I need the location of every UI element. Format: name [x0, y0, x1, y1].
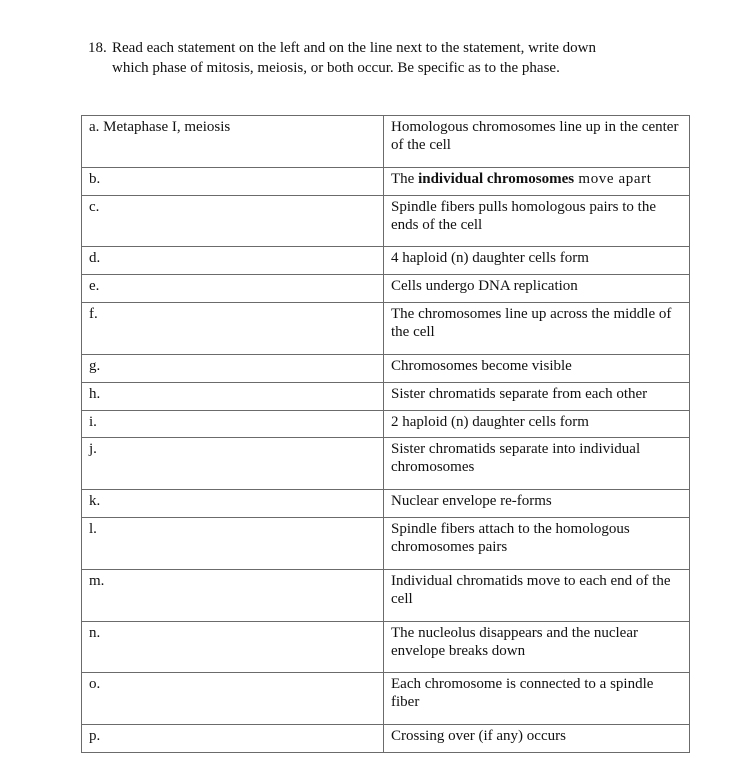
answer-cell-e[interactable] — [82, 275, 384, 303]
table-row — [82, 518, 690, 570]
answer-cell-j[interactable] — [82, 438, 384, 490]
table-row — [82, 247, 690, 275]
statement-text: Each chromosome is connected to a spindle fiber — [391, 676, 654, 711]
statement-cell — [384, 116, 690, 168]
answer-label: h. — [89, 385, 101, 402]
answer-cell-a[interactable] — [82, 116, 384, 168]
statement-text-pre: The — [391, 170, 419, 187]
statement-text: Homologous chromosomes line up in the center of the cell — [391, 119, 679, 153]
table-row — [82, 569, 690, 621]
statement-text: Chromosomes become visible — [391, 357, 572, 374]
answer-cell-l[interactable] — [82, 518, 384, 570]
statement-text: Cells undergo DNA replication — [391, 278, 578, 295]
statement-text: 4 haploid (n) daughter cells form — [391, 250, 589, 267]
statement-text: Spindle fibers attach to the homologous chromosomes pairs — [391, 521, 630, 556]
answer-label: b. — [89, 170, 101, 187]
table-row — [82, 167, 690, 195]
question-line-2: which phase of mitosis, meiosis, or both occur. Be specific as to the phase. — [112, 60, 560, 76]
statement-text: Sister chromatids separate from each other — [391, 385, 648, 402]
question-number: 18. — [88, 40, 107, 56]
statement-cell — [384, 725, 690, 753]
table-row — [82, 354, 690, 382]
statement-text-post: move apart — [574, 170, 652, 187]
table-row — [82, 438, 690, 490]
statement-cell — [384, 303, 690, 355]
table-row — [82, 195, 690, 247]
answer-cell-p[interactable] — [82, 725, 384, 753]
answer-cell-g[interactable] — [82, 354, 384, 382]
answer-label: n. — [89, 624, 101, 641]
table-row — [82, 303, 690, 355]
table-row — [82, 490, 690, 518]
statement-cell — [384, 275, 690, 303]
answer-cell-c[interactable] — [82, 195, 384, 247]
answer-label: o. — [89, 676, 101, 693]
answer-label: g. — [89, 357, 101, 374]
answer-label: i. — [89, 413, 97, 430]
question-line-1: Read each statement on the left and on the line next to the statement, write down — [112, 40, 597, 56]
statement-cell — [384, 354, 690, 382]
statement-cell — [384, 569, 690, 621]
table-row — [82, 275, 690, 303]
answer-label: m. — [89, 572, 105, 589]
statement-text: The nucleolus disappears and the nuclear envelope breaks down — [391, 624, 638, 659]
table-row — [82, 725, 690, 753]
answer-label: a. Metaphase I, meiosis — [89, 119, 231, 135]
statement-text: 2 haploid (n) daughter cells form — [391, 413, 589, 430]
answer-label: f. — [89, 306, 98, 323]
answer-label: k. — [89, 493, 101, 510]
statement-text: Nuclear envelope re-forms — [391, 493, 552, 510]
statement-cell — [384, 195, 690, 247]
answer-label: d. — [89, 250, 101, 267]
table-row — [82, 410, 690, 438]
statement-cell — [384, 518, 690, 570]
table-row — [82, 621, 690, 673]
answer-label: e. — [89, 278, 100, 295]
answer-label: l. — [89, 521, 97, 538]
answer-cell-m[interactable] — [82, 569, 384, 621]
statement-cell — [384, 490, 690, 518]
statement-text: Spindle fibers pulls homologous pairs to the ends of the cell — [391, 198, 656, 233]
answer-label: j. — [89, 441, 97, 458]
statement-cell — [384, 673, 690, 725]
statement-bold-text: individual chromosomes — [418, 170, 575, 187]
answer-cell-n[interactable] — [82, 621, 384, 673]
answer-cell-o[interactable] — [82, 673, 384, 725]
table-row — [82, 382, 690, 410]
statement-text: Sister chromatids separate into individual chromosomes — [391, 441, 641, 476]
answer-cell-f[interactable] — [82, 303, 384, 355]
table-row — [82, 673, 690, 725]
statement-text: Individual chromatids move to each end of the cell — [391, 572, 671, 607]
question-prompt — [88, 38, 708, 78]
answer-cell-h[interactable] — [82, 382, 384, 410]
statement-cell — [384, 410, 690, 438]
answer-cell-b[interactable] — [82, 167, 384, 195]
statement-text: The chromosomes line up across the middle of the cell — [391, 306, 672, 341]
statement-cell — [384, 247, 690, 275]
statement-cell — [384, 167, 690, 195]
answer-cell-d[interactable] — [82, 247, 384, 275]
phase-matching-table — [81, 115, 690, 753]
statement-text: Crossing over (if any) occurs — [391, 728, 566, 745]
statement-cell — [384, 621, 690, 673]
statement-cell — [384, 438, 690, 490]
statement-cell — [384, 382, 690, 410]
answer-label: c. — [89, 198, 100, 215]
answer-cell-k[interactable] — [82, 490, 384, 518]
table-row — [82, 116, 690, 168]
answer-cell-i[interactable] — [82, 410, 384, 438]
answer-label: p. — [89, 728, 101, 745]
